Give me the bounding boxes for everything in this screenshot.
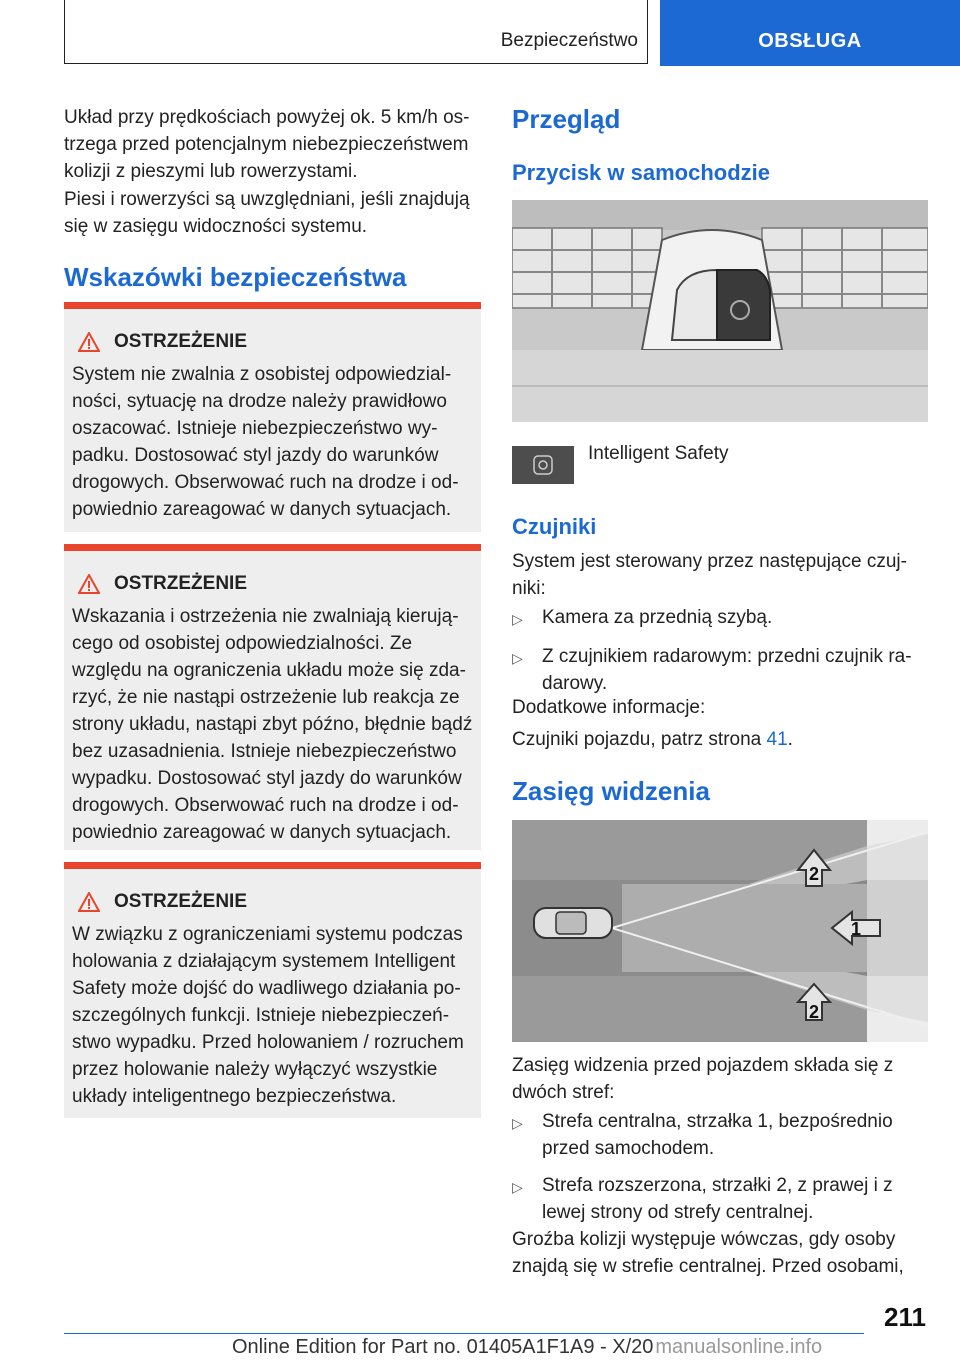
warning-body: W związku z ograniczeniami systemu podczas holowania z działającym systemem Intelligent Safety może dojść do wadliwego działania poszczególnych funkcji. Istnieje niebezpieczeństwo wypadku. Przed holowaniem / rozruchem przez holowanie należy wyłączyć wszystkie układy inteligentnego bezpieczeństwa. xyxy=(72,924,464,1107)
zone-label: 2 xyxy=(808,1002,820,1022)
zone-label: 2 xyxy=(808,864,820,884)
zone-label: 1 xyxy=(850,919,862,939)
warning-icon xyxy=(78,574,100,594)
overview-heading: Przegląd xyxy=(512,104,621,134)
car-top-view-icon xyxy=(534,908,612,938)
triangle-bullet-icon: ▷ xyxy=(512,1115,523,1131)
button-heading: Przycisk w samochodzie xyxy=(512,160,770,185)
warning-icon xyxy=(78,332,100,352)
warning-icon xyxy=(78,892,100,912)
warning-title: OSTRZEŻENIE xyxy=(72,573,473,595)
intro-paragraph-2: Piesi i rowerzyści są uwzględniani, jeśli znajdują się w zasięgu widoczności systemu. xyxy=(64,189,470,237)
warning-title: OSTRZEŻENIE xyxy=(72,331,473,353)
warning-body: Wskazania i ostrzeżenia nie zwalniają kierującego od osobistej odpowiedzialności. Ze względu na ograniczenia układu może się zdarzyć, że nie nastąpi ostrzeżenie lub reakcja ze strony układu, nastąpi zbyt późno, błędnie bądź bez uzasadnienia. Istnieje niebezpieczeństwo wypadku. Dostosować styl jazdy do warunków drogowych. Obserwować ruch na drodze i odpowiednio zareagować w danych sytuacjach. xyxy=(72,606,473,843)
range-heading: Zasięg widzenia xyxy=(512,776,710,806)
triangle-bullet-icon: ▷ xyxy=(512,650,523,666)
warning-title: OSTRZEŻENIE xyxy=(72,891,473,913)
triangle-bullet-icon: ▷ xyxy=(512,1179,523,1195)
sensors-heading: Czujniki xyxy=(512,514,597,539)
sensors-list xyxy=(512,604,912,697)
detection-range-diagram xyxy=(512,820,928,1042)
watermark: manualsonline.info xyxy=(655,1336,823,1358)
intelligent-safety-icon xyxy=(512,446,574,484)
warning-body: System nie zwalnia z osobistej odpowiedzialności, sytuację na drodze należy prawidłowo oszacować. Istnieje niebezpieczeństwo wypadku. Dostosować styl jazdy do warunków drogowych. Obserwować ruch na drodze i odpowiednio zareagować w danych sytuacjach. xyxy=(72,364,459,520)
page-link[interactable]: 41 xyxy=(766,729,788,750)
warning-box-2 xyxy=(64,544,481,850)
list-item: ▷ Kamera za przednią szybą. xyxy=(512,604,912,633)
more-info: Dodatkowe informacje: xyxy=(512,697,706,718)
range-intro: Zasięg widzenia przed pojazdem składa się z dwóch stref: xyxy=(512,1055,894,1103)
button-label: Intelligent Safety xyxy=(588,443,729,464)
intro-paragraph: Układ przy prędkościach powyżej ok. 5 km/h ostrzega przed potencjalnym niebezpieczeństwem kolizji z pieszymi lub rowerzystami. xyxy=(64,107,470,182)
warning-box-1 xyxy=(64,302,481,532)
footer-rule xyxy=(64,1333,864,1334)
list-item: ▷ Strefa centralna, strzałka 1, bezpośrednio przed samochodem. xyxy=(512,1108,912,1162)
edition-footer: Online Edition for Part no. 01405A1F1A9 - X/20 manualsonline.info xyxy=(232,1336,823,1358)
section-title: Bezpieczeństwo xyxy=(500,30,638,51)
range-list xyxy=(512,1108,912,1226)
safety-heading: Wskazówki bezpieczeństwa xyxy=(64,262,407,292)
car-button-illustration xyxy=(512,200,928,422)
sensors-intro: System jest sterowany przez następujące czujniki: xyxy=(512,551,907,599)
closing-paragraph: Groźba kolizji występuje wówczas, gdy osoby znajdą się w strefie centralnej. Przed osobami, xyxy=(512,1229,904,1277)
list-item: ▷ Z czujnikiem radarowym: przedni czujnik radarowy. xyxy=(512,643,912,697)
tab-label: OBSŁUGA xyxy=(758,29,862,52)
sensor-reference: Czujniki pojazdu, patrz strona 41. xyxy=(512,729,793,750)
triangle-bullet-icon: ▷ xyxy=(512,611,523,627)
warning-box-3 xyxy=(64,862,481,1118)
list-item: ▷ Strefa rozszerzona, strzałki 2, z prawej i z lewej strony od strefy centralnej. xyxy=(512,1172,912,1226)
page-number: 211 xyxy=(884,1302,926,1332)
tab-obsluga[interactable] xyxy=(660,0,960,66)
